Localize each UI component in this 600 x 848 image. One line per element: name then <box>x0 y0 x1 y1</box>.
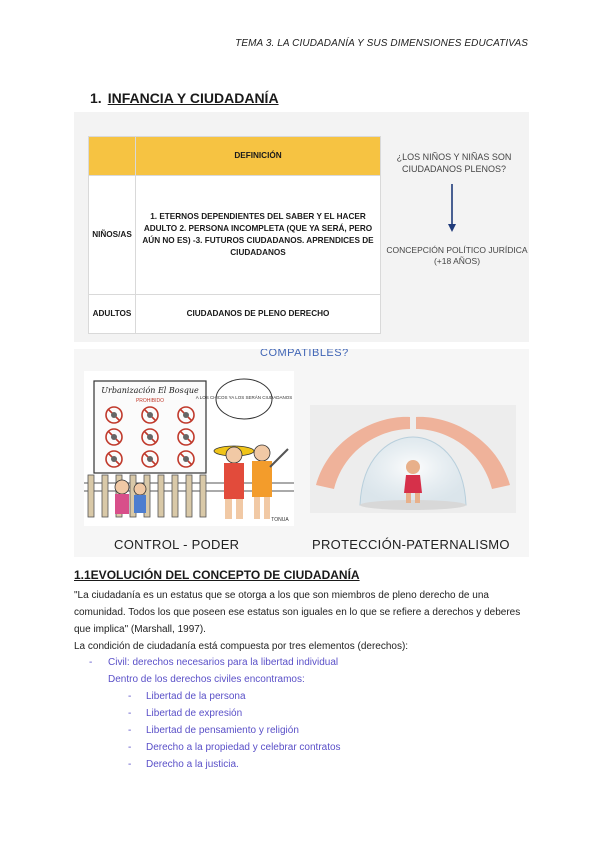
section-title <box>90 90 279 106</box>
cartoon-sign-title: Urbanización El Bosque <box>101 386 199 395</box>
cartoon-bubble-text: A LOS CHICOS YA LOS SERÁN CIUDADANOS <box>195 395 293 400</box>
cartoon-sign-sub: PROHIBIDO <box>135 398 165 404</box>
list-item <box>74 739 544 756</box>
definition-table <box>88 136 381 334</box>
table-row-definition: CIUDADANOS DE PLENO DERECHO <box>136 295 381 334</box>
page-header: TEMA 3. LA CIUDADANÍA Y SUS DIMENSIONES EDUCATIVAS <box>235 38 528 49</box>
protection-photo <box>310 405 516 513</box>
table-row <box>89 295 381 334</box>
arrow-down-icon <box>445 184 459 234</box>
caption-proteccion-paternalismo: PROTECCIÓN-PATERNALISMO <box>312 537 510 552</box>
quote-text: "La ciudadanía es un estatus que se otorga a los que son miembros de pleno derecho de una comunidad. Todos los que poseen ese estatus son iguales en lo que se refiere a derechos y deberes que implica" (Marshall, 1997). <box>74 590 521 635</box>
list-subitem-text: Derecho a la propiedad y celebrar contratos <box>146 742 341 753</box>
infancia-panel <box>74 112 529 342</box>
table-row-definition: 1. ETERNOS DEPENDIENTES DEL SABER Y EL HACER ADULTO 2. PERSONA INCOMPLETA (QUE YA SERÁ, PERO AÚN NO ES) -3. FUTUROS CIUDADANOS. APRENDICES DE CIUDADANOS <box>136 176 381 295</box>
list-item-subheading: Dentro de los derechos civiles encontramos: <box>108 674 305 685</box>
list-dash: - <box>128 708 132 719</box>
question-text: ¿LOS NIÑOS Y NIÑAS SON CIUDADANOS PLENOS? <box>396 152 512 174</box>
list-dash: - <box>128 742 132 753</box>
table-row <box>89 176 381 295</box>
section-title-text: INFANCIA Y CIUDADANÍA <box>107 90 279 106</box>
list-item <box>74 705 544 722</box>
list-dash: - <box>89 657 93 668</box>
table-header-row <box>89 137 381 176</box>
subsection-title: 1.1EVOLUCIÓN DEL CONCEPTO DE CIUDADANÍA <box>74 568 360 582</box>
compatibles-text: COMPATIBLES? <box>260 349 349 359</box>
list-item <box>74 671 544 688</box>
body-paragraph <box>74 587 534 655</box>
list-item <box>74 654 544 671</box>
list-dash: - <box>128 725 132 736</box>
intro-line: La condición de ciudadanía está compuesta por tres elementos (derechos): <box>74 641 409 652</box>
table-row-label: NIÑOS/AS <box>89 176 136 295</box>
answer-text: CONCEPCIÓN POLÍTICO JURÍDICA (+18 AÑOS) <box>386 245 528 267</box>
table-header-cell <box>89 137 136 176</box>
list-subitem-text: Libertad de pensamiento y religión <box>146 725 299 736</box>
list-item <box>74 756 544 773</box>
list-item-text: Civil: derechos necesarios para la libertad individual <box>108 657 339 668</box>
list-item <box>74 722 544 739</box>
list-item <box>74 688 544 705</box>
list-dash: - <box>128 691 132 702</box>
list-dash: - <box>128 759 132 770</box>
table-row-label: ADULTOS <box>89 295 136 334</box>
table-header-cell: DEFINICIÓN <box>136 137 381 176</box>
list-subitem-text: Libertad de la persona <box>146 691 246 702</box>
cartoon-signature: TONUA <box>271 517 289 523</box>
images-panel <box>74 349 529 557</box>
caption-control-poder: CONTROL - PODER <box>114 537 240 552</box>
list-subitem-text: Derecho a la justicia. <box>146 759 239 770</box>
section-number: 1. <box>90 90 102 106</box>
list-subitem-text: Libertad de expresión <box>146 708 243 719</box>
cartoon-illustration <box>84 371 294 526</box>
rights-list <box>74 654 544 773</box>
